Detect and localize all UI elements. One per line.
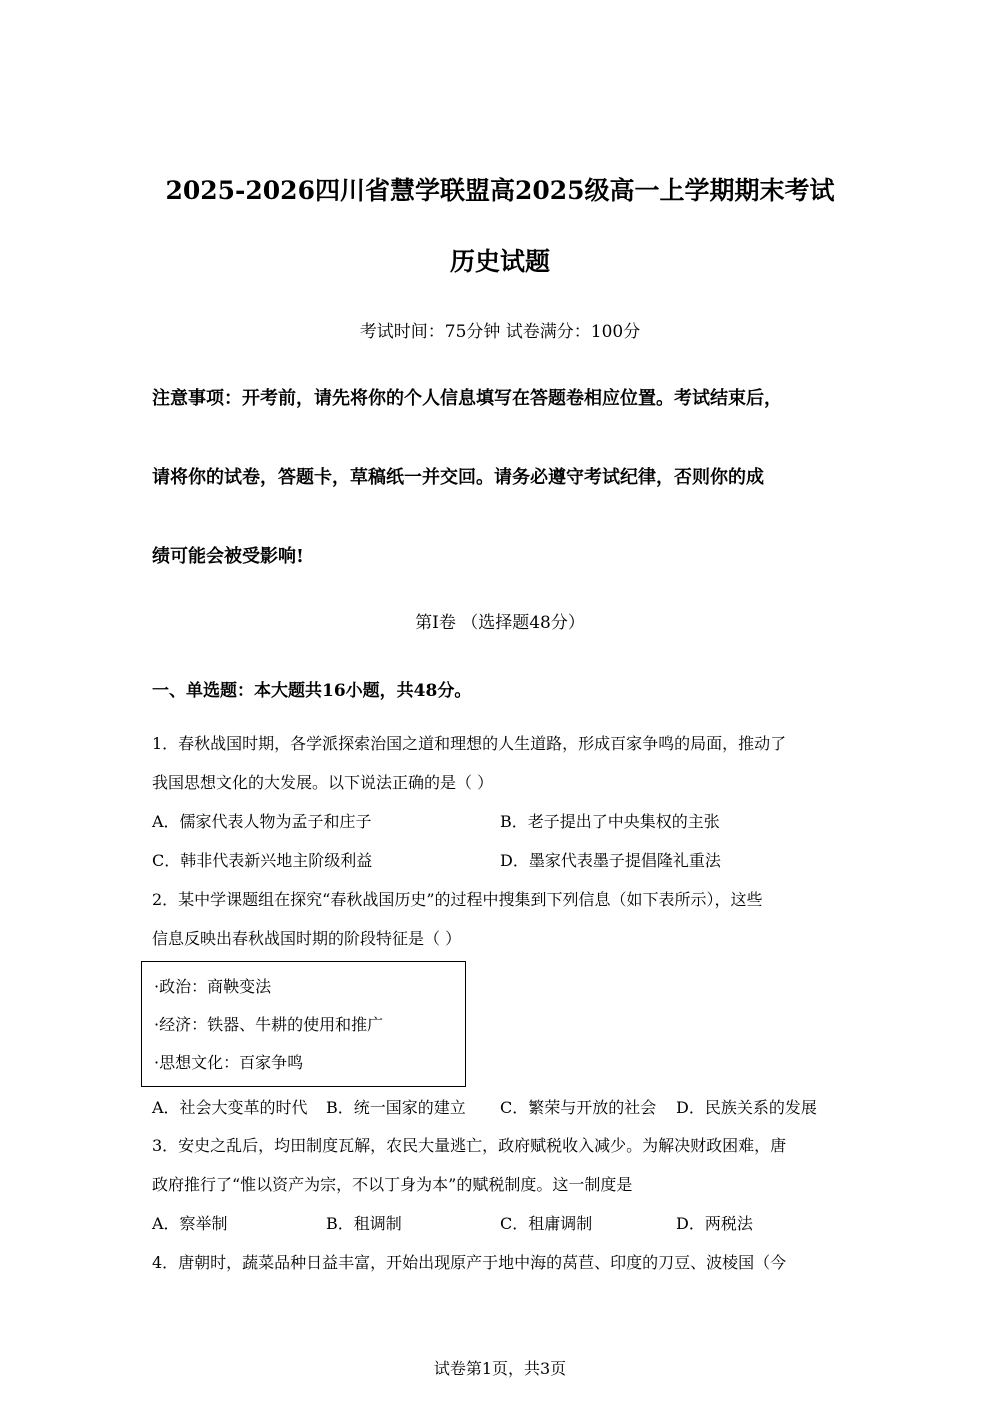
exam-title-line2: 历史试题: [449, 247, 550, 276]
q3-stem-line2: 政府推行了“惟以资产为宗，不以丁身为本”的赋税制度。这一制度是: [152, 1175, 633, 1194]
q1-option-a: A．儒家代表人物为孟子和庄子: [152, 812, 372, 831]
page-footer: 试卷第1页，共3页: [433, 1359, 567, 1378]
q2-info-culture: ·思想文化：百家争鸣: [154, 1053, 304, 1072]
q4-stem-line1: 4．唐朝时，蔬菜品种日益丰富，开始出现原产于地中海的莴苣、印度的刀豆、波棱国（今: [152, 1253, 787, 1272]
q2-info-economy: ·经济：铁器、牛耕的使用和推广: [154, 1015, 384, 1034]
q2-stem-line2: 信息反映出春秋战国时期的阶段特征是（ ）: [152, 929, 462, 948]
section-heading: 一、单选题：本大题共16小题，共48分。: [152, 681, 472, 701]
exam-title-line1: 2025-2026四川省慧学联盟高2025级高一上学期期末考试: [165, 176, 835, 205]
q2-option-b: B．统一国家的建立: [326, 1098, 466, 1117]
q2-info-politics: ·政治：商鞅变法: [154, 977, 272, 996]
q2-option-a: A．社会大变革的时代: [152, 1098, 308, 1117]
q3-option-a: A．察举制: [152, 1214, 228, 1233]
q2-option-d: D．民族关系的发展: [676, 1098, 817, 1117]
q3-option-c: C．租庸调制: [500, 1214, 593, 1233]
q1-stem-line1: 1．春秋战国时期，各学派探索治国之道和理想的人生道路，形成百家争鸣的局面，推动了: [152, 734, 787, 753]
q3-stem-line1: 3．安史之乱后，均田制度瓦解，农民大量逃亡，政府赋税收入减少。为解决财政困难，唐: [152, 1136, 787, 1155]
q3-option-d: D．两税法: [676, 1214, 753, 1233]
q2-option-c: C．繁荣与开放的社会: [500, 1098, 657, 1117]
volume-heading: 第Ⅰ卷 （选择题48分）: [415, 613, 585, 633]
q1-stem-line2: 我国思想文化的大发展。以下说法正确的是（ ）: [152, 773, 494, 792]
q1-option-c: C．韩非代表新兴地主阶级利益: [152, 851, 373, 870]
notice-line-1: 注意事项：开考前，请先将你的个人信息填写在答题卷相应位置。考试结束后，: [152, 388, 782, 409]
notice-line-3: 绩可能会被受影响!: [152, 546, 304, 567]
exam-time-info: 考试时间：75分钟 试卷满分：100分: [359, 322, 641, 342]
notice-line-2: 请将你的试卷，答题卡，草稿纸一并交回。请务必遵守考试纪律，否则你的成: [152, 467, 764, 488]
q2-stem-line1: 2．某中学课题组在探究“春秋战国历史”的过程中搜集到下列信息（如下表所示），这些: [152, 890, 763, 909]
q1-option-b: B．老子提出了中央集权的主张: [500, 812, 720, 831]
q3-option-b: B．租调制: [326, 1214, 402, 1233]
q1-option-d: D．墨家代表墨子提倡隆礼重法: [500, 851, 721, 870]
q2-info-table: [141, 961, 466, 1087]
